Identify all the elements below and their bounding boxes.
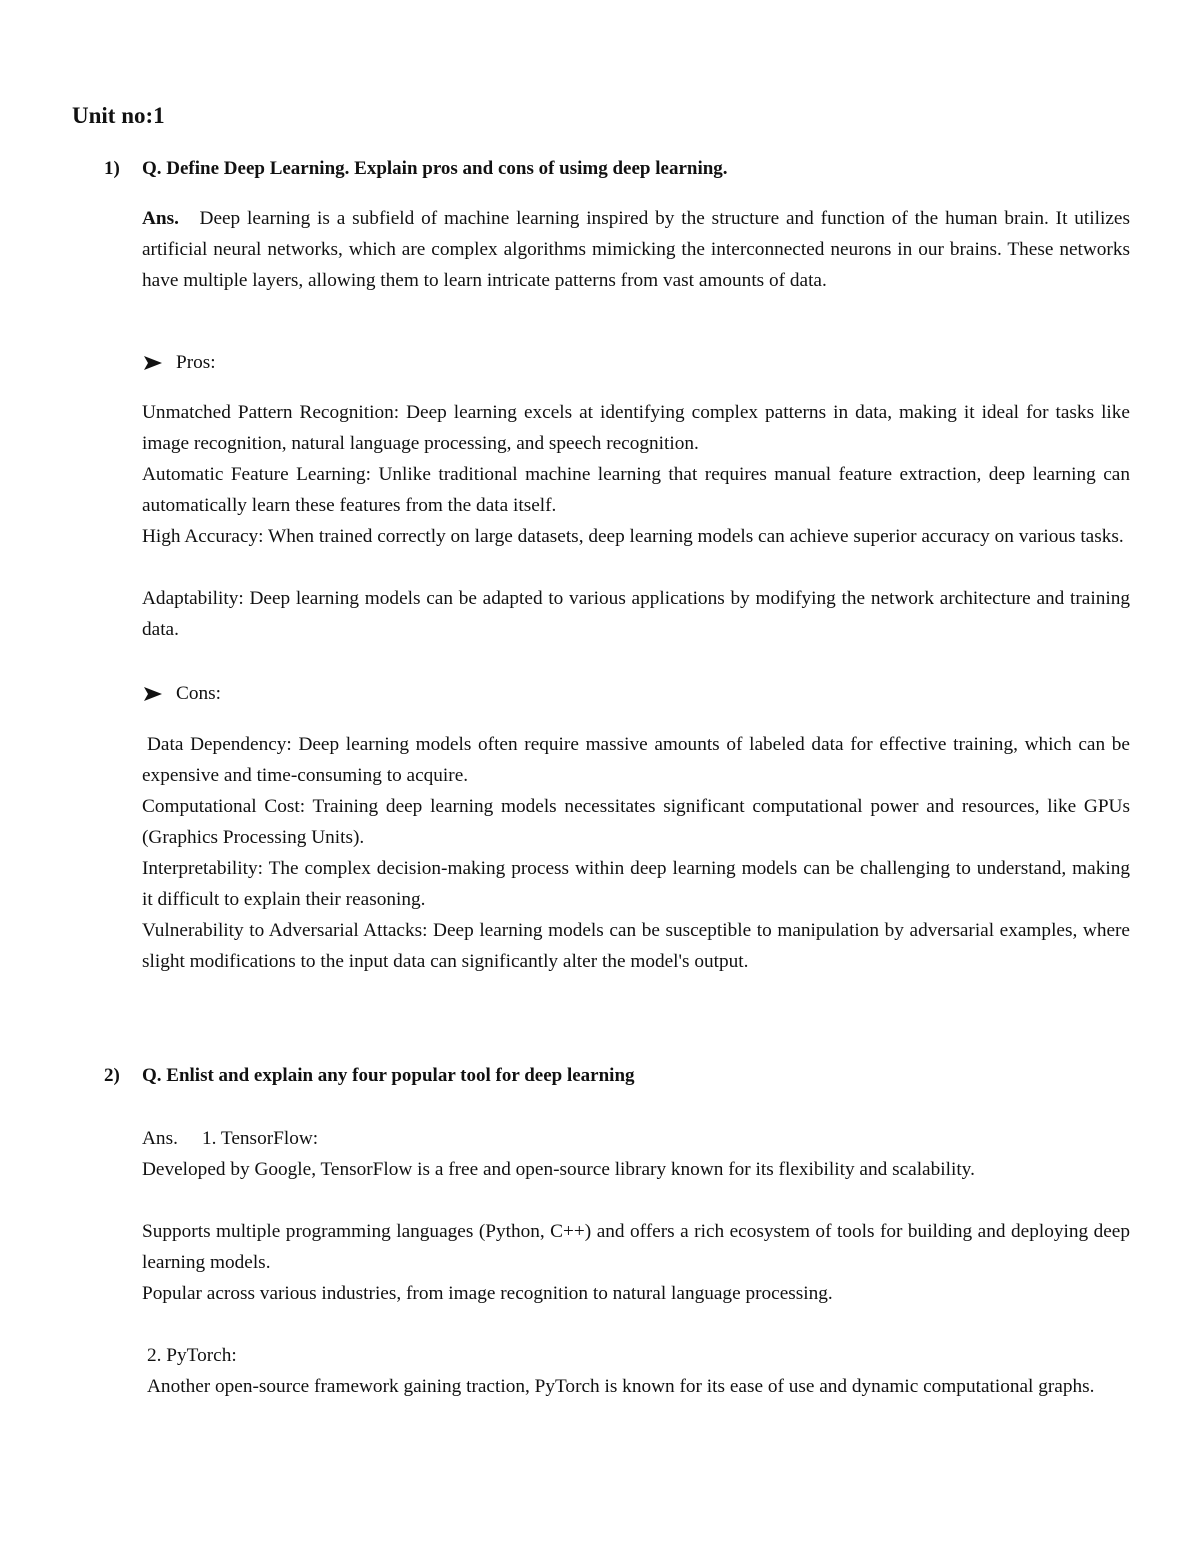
cons-item: Computational Cost: Training deep learning models necessitates significant computational power and resources, like GPUs (Graphics Processing Units). — [142, 796, 1130, 848]
arrowhead-bullet-icon — [142, 685, 164, 703]
question-1-number: 1) — [104, 158, 120, 179]
cons-label: Cons: — [176, 683, 222, 704]
pros-label: Pros: — [176, 352, 216, 373]
arrowhead-bullet-icon — [142, 354, 164, 372]
cons-item: Vulnerability to Adversarial Attacks: Deep learning models can be susceptible to manipulation by adversarial examples, where slight modifications to the input data can significantly alter the model's output. — [142, 920, 1130, 972]
question-1-text: Q. Define Deep Learning. Explain pros and cons of usimg deep learning. — [142, 158, 728, 179]
cons-item: Data Dependency: Deep learning models often require massive amounts of labeled data for effective training, which can be expensive and time-consuming to acquire. — [142, 734, 1130, 786]
pros-item: Unmatched Pattern Recognition: Deep learning excels at identifying complex patterns in data, making it ideal for tasks like image recognition, natural language processing, and speech recognition. — [142, 402, 1130, 454]
answer-label: Ans. — [142, 208, 179, 229]
cons-heading — [142, 680, 221, 708]
pros-item: Automatic Feature Learning: Unlike traditional machine learning that requires manual feature extraction, deep learning can automatically learn these features from the data itself. — [142, 464, 1130, 516]
question-2-number: 2) — [104, 1065, 120, 1086]
question-2-text: Q. Enlist and explain any four popular tool for deep learning — [142, 1065, 635, 1086]
tool-1-line: Developed by Google, TensorFlow is a free and open-source library known for its flexibility and scalability. — [142, 1159, 975, 1180]
tool-1-title: 1. TensorFlow: — [202, 1128, 319, 1149]
pros-heading — [142, 349, 216, 377]
unit-title: Unit no:1 — [72, 103, 165, 128]
cons-item: Interpretability: The complex decision-making process within deep learning models can be challenging to understand, making it difficult to explain their reasoning. — [142, 858, 1130, 910]
answer-text: Deep learning is a subfield of machine learning inspired by the structure and function of the human brain. It utilizes artificial neural networks, which are complex algorithms mimicking the interconnected neurons in our brains. These networks have multiple layers, allowing them to learn intricate patterns from vast amounts of data. — [142, 208, 1130, 291]
tool-2-title: 2. PyTorch: — [147, 1345, 237, 1366]
question-1-answer — [142, 203, 1130, 296]
answer-label: Ans. — [142, 1128, 178, 1149]
pros-item: Adaptability: Deep learning models can be adapted to various applications by modifying the network architecture and training data. — [142, 588, 1130, 640]
pros-item: High Accuracy: When trained correctly on large datasets, deep learning models can achieve superior accuracy on various tasks. — [142, 526, 1124, 547]
tool-2-line: Another open-source framework gaining traction, PyTorch is known for its ease of use and dynamic computational graphs. — [147, 1376, 1095, 1397]
tool-1-heading — [142, 1123, 1130, 1154]
tool-1-line: Supports multiple programming languages (Python, C++) and offers a rich ecosystem of tools for building and deploying deep learning models. — [142, 1221, 1130, 1273]
tool-1-line: Popular across various industries, from image recognition to natural language processing. — [142, 1283, 833, 1304]
